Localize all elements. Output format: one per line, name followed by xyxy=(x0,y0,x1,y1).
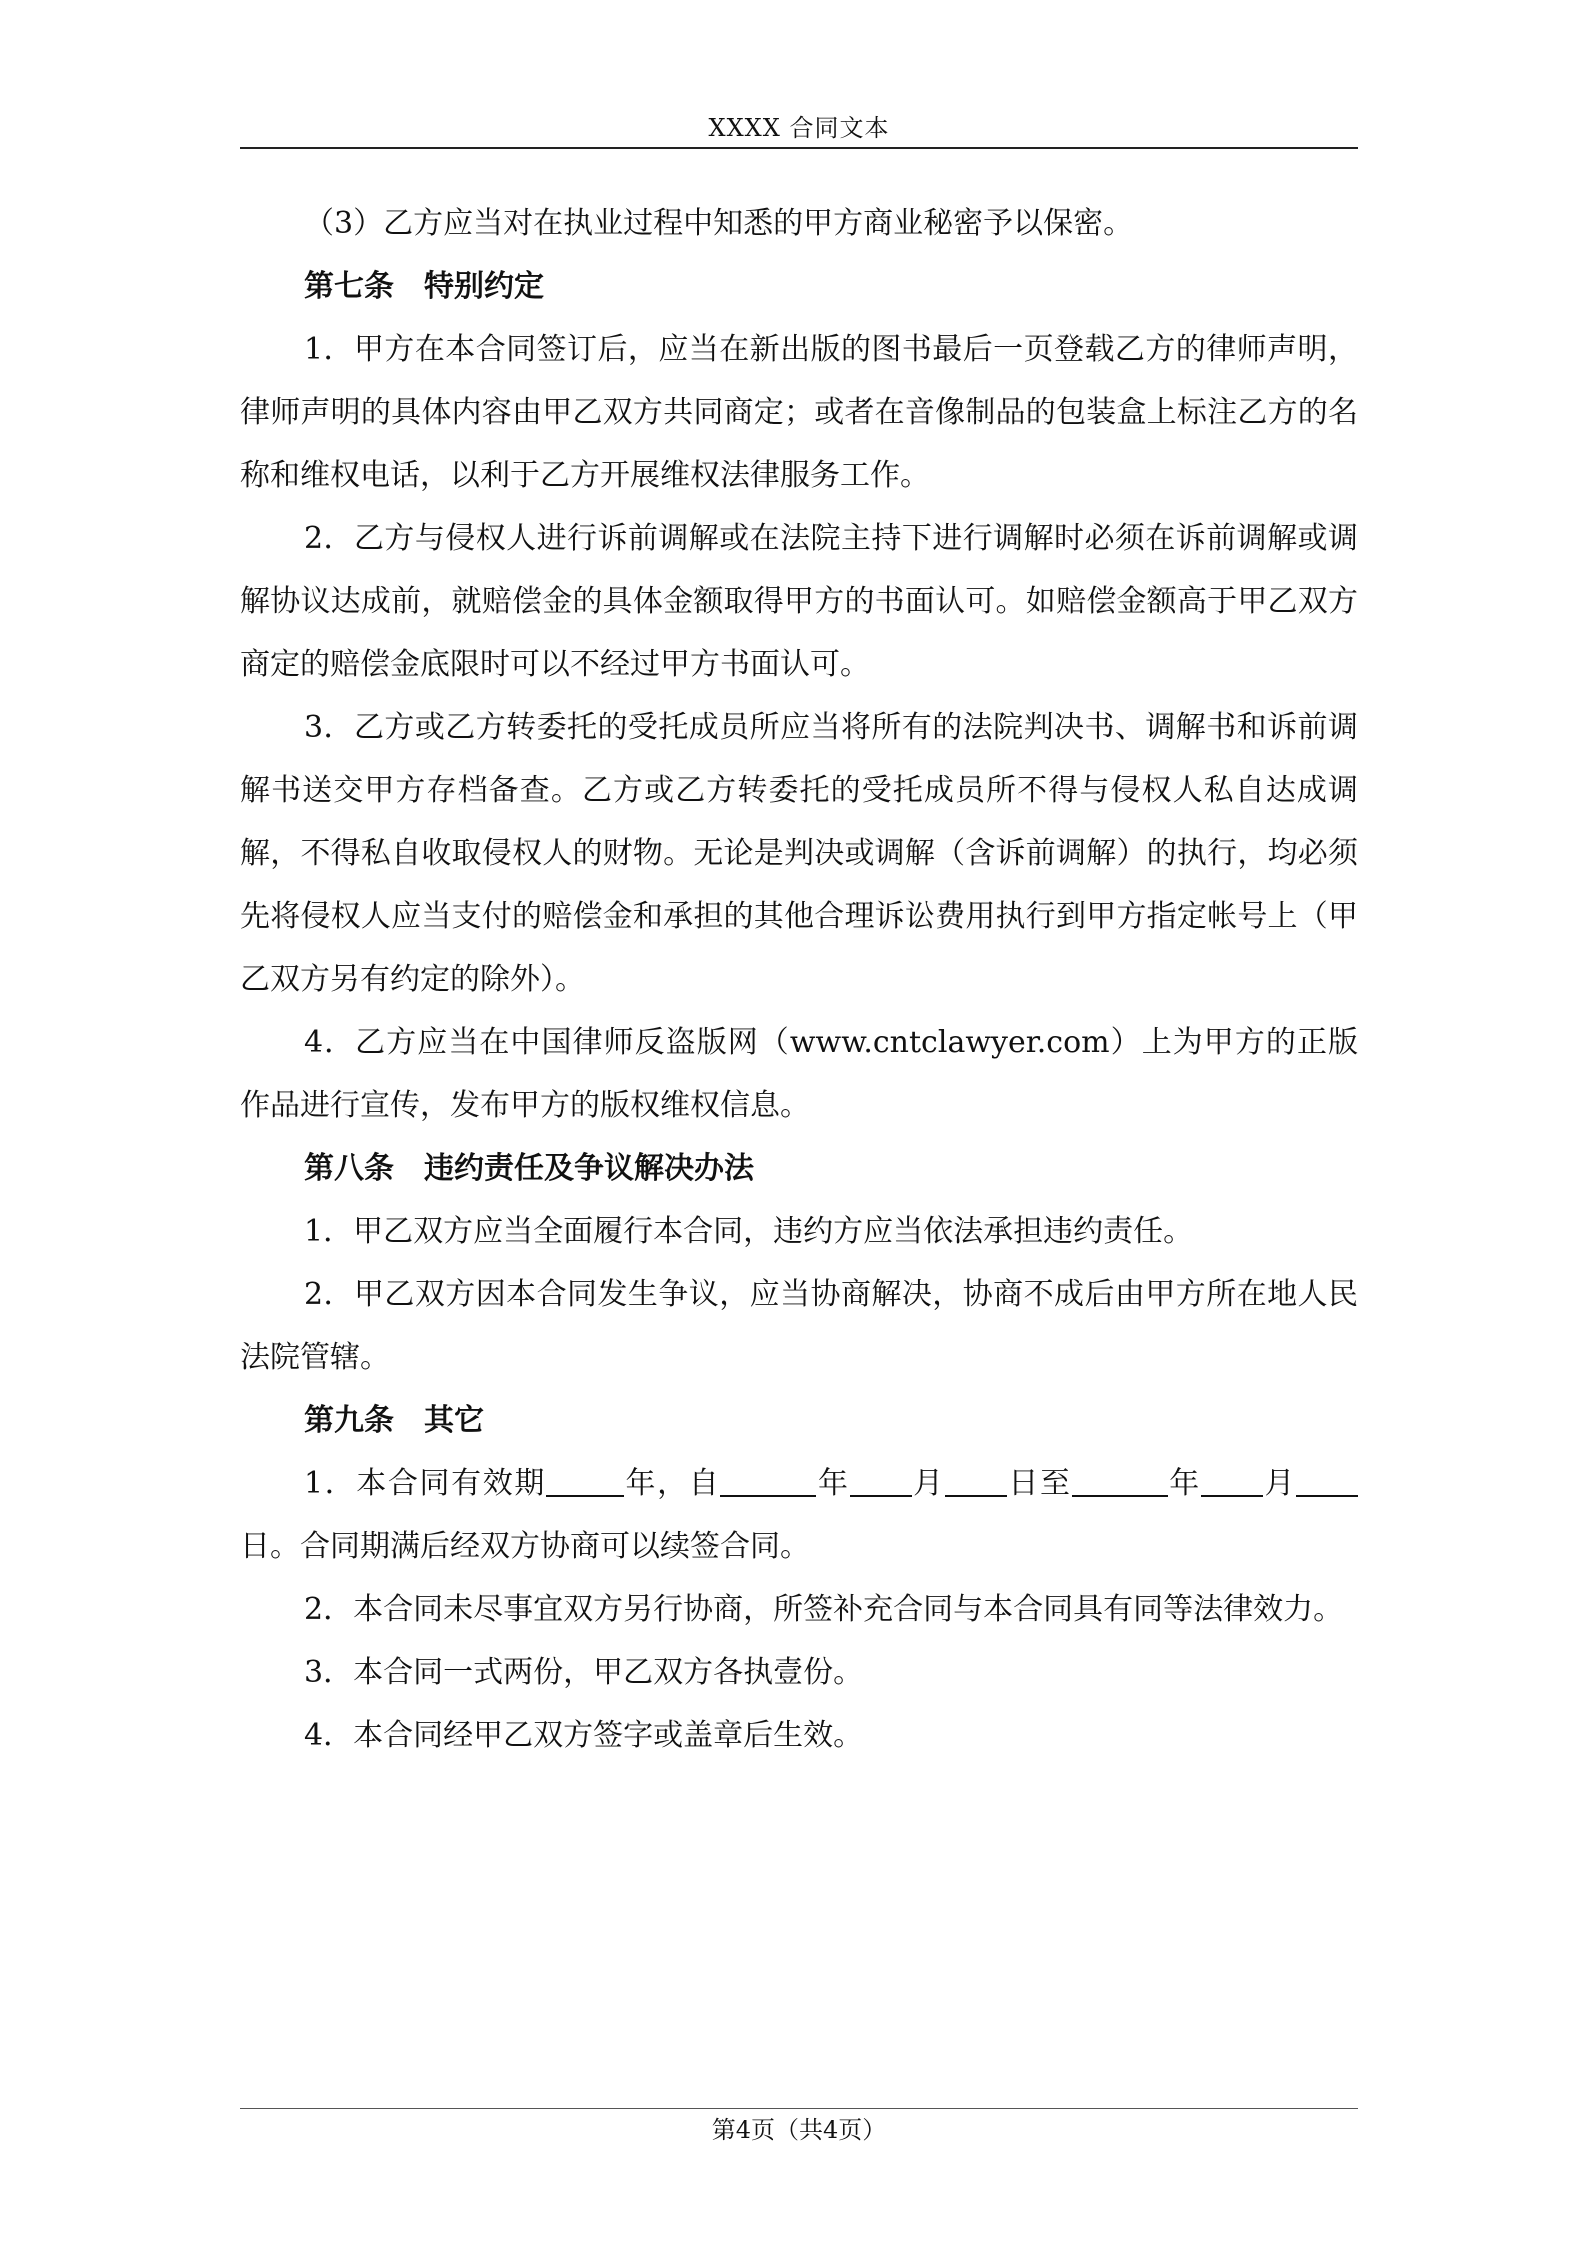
end-year-label: 年 xyxy=(1167,1466,1201,1501)
header-rule xyxy=(240,147,1358,149)
article-7-item-2: 2．乙方与侵权人进行诉前调解或在法院主持下进行调解时必须在诉前调解或调解协议达成前，就赔偿金的具体金额取得甲方的书面认可。如赔偿金额高于甲乙双方商定的赔偿金底限时可以不经过甲方书面认可。 xyxy=(240,521,1358,682)
term-prefix: 1．本合同有效期 xyxy=(304,1466,546,1501)
article-7-heading: 第七条 特别约定 xyxy=(304,269,544,304)
article-9-item-1 xyxy=(240,1452,1358,1578)
article-8-item-1: 1．甲乙双方应当全面履行本合同，违约方应当依法承担违约责任。 xyxy=(304,1214,1194,1249)
footer-rule xyxy=(240,2108,1358,2109)
article-7-item-1: 1．甲方在本合同签订后，应当在新出版的图书最后一页登载乙方的律师声明，律师声明的具体内容由甲乙双方共同商定；或者在音像制品的包装盒上标注乙方的名称和维权电话，以利于乙方开展维权法律服务工作。 xyxy=(240,332,1358,493)
page-header-title: XXXX 合同文本 xyxy=(708,114,890,142)
contract-body xyxy=(240,192,1358,1767)
end-year-blank[interactable] xyxy=(1072,1463,1168,1497)
term-years-blank[interactable] xyxy=(546,1463,624,1497)
start-year-blank[interactable] xyxy=(720,1463,816,1497)
page-number: 第4页（共4页） xyxy=(711,2116,887,2144)
article-8-item-2: 2．甲乙双方因本合同发生争议，应当协商解决，协商不成后由甲方所在地人民法院管辖。 xyxy=(240,1277,1358,1375)
start-day-to-label: 日至 xyxy=(1006,1466,1072,1501)
term-year-unit: 年，自 xyxy=(623,1466,721,1501)
start-year-label: 年 xyxy=(816,1466,850,1501)
term-suffix: 日。合同期满后经双方协商可以续签合同。 xyxy=(240,1529,810,1564)
article-7-item-4: 4．乙方应当在中国律师反盗版网（www.cntclawyer.com）上为甲方的正版作品进行宣传，发布甲方的版权维权信息。 xyxy=(240,1025,1358,1123)
end-month-blank[interactable] xyxy=(1201,1463,1263,1497)
article-7-item-3: 3．乙方或乙方转委托的受托成员所应当将所有的法院判决书、调解书和诉前调解书送交甲方存档备查。乙方或乙方转委托的受托成员所不得与侵权人私自达成调解，不得私自收取侵权人的财物。无论是判决或调解（含诉前调解）的执行，均必须先将侵权人应当支付的赔偿金和承担的其他合理诉讼费用执行到甲方指定帐号上（甲乙双方另有约定的除外）。 xyxy=(240,710,1358,997)
article-9-heading: 第九条 其它 xyxy=(304,1403,484,1438)
article-9-item-3: 3．本合同一式两份，甲乙双方各执壹份。 xyxy=(304,1655,864,1690)
clause-confidentiality: （3）乙方应当对在执业过程中知悉的甲方商业秘密予以保密。 xyxy=(304,206,1134,241)
article-8-heading: 第八条 违约责任及争议解决办法 xyxy=(304,1151,754,1186)
article-9-item-4: 4．本合同经甲乙双方签字或盖章后生效。 xyxy=(304,1718,864,1753)
start-month-label: 月 xyxy=(911,1466,945,1501)
start-month-blank[interactable] xyxy=(850,1463,912,1497)
end-month-label: 月 xyxy=(1262,1466,1297,1501)
start-day-blank[interactable] xyxy=(945,1463,1007,1497)
article-9-item-2: 2．本合同未尽事宜双方另行协商，所签补充合同与本合同具有同等法律效力。 xyxy=(304,1592,1344,1627)
end-day-blank[interactable] xyxy=(1296,1463,1358,1497)
